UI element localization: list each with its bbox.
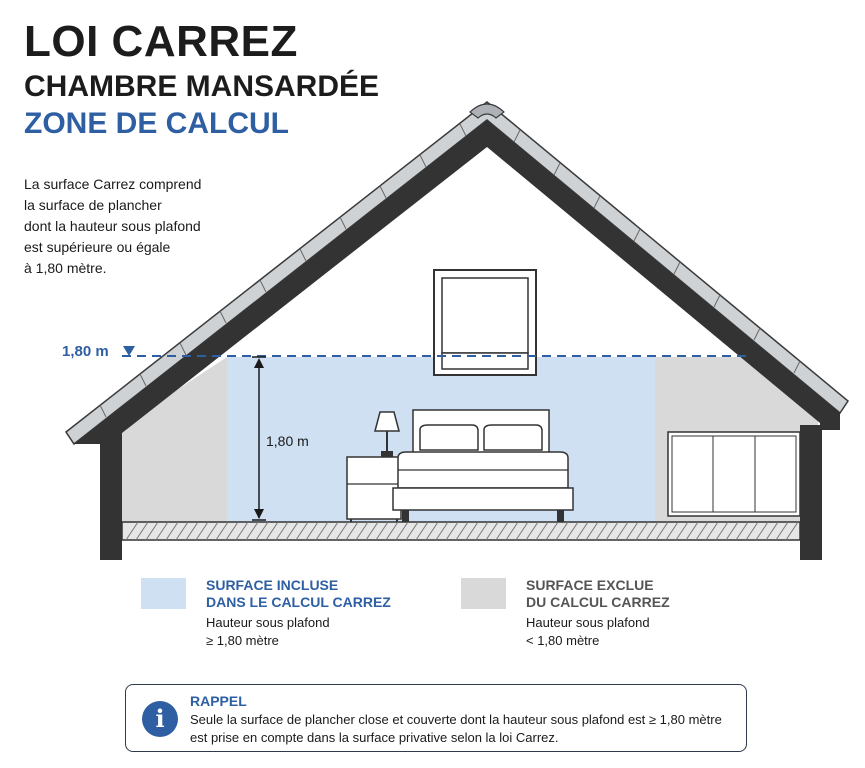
intro-line: dont la hauteur sous plafond [24, 218, 201, 234]
height-label: 1,80 m [266, 433, 309, 449]
info-icon: i [142, 701, 178, 737]
included-swatch [141, 578, 186, 609]
excluded-desc [526, 614, 650, 650]
included-desc-line: ≥ 1,80 mètre [206, 633, 279, 648]
included-desc-line: Hauteur sous plafond [206, 615, 330, 630]
bed [393, 410, 573, 522]
callout-line: est prise en compte dans la surface privative selon la loi Carrez. [190, 730, 559, 745]
excluded-title [526, 577, 670, 611]
level-label: 1,80 m [62, 343, 109, 360]
included-desc [206, 614, 330, 650]
excluded-title-line: DU CALCUL CARREZ [526, 594, 670, 610]
level-marker-icon [123, 346, 135, 356]
reminder-callout [125, 684, 747, 752]
excluded-desc-line: Hauteur sous plafond [526, 615, 650, 630]
callout-line: Seule la surface de plancher close et couverte dont la hauteur sous plafond est ≥ 1,80 mètre [190, 712, 722, 727]
included-title-line: DANS LE CALCUL CARREZ [206, 594, 391, 610]
page-subtitle: CHAMBRE MANSARDÉE [24, 70, 380, 103]
callout-text [190, 711, 740, 747]
excluded-desc-line: < 1,80 mètre [526, 633, 600, 648]
excluded-title-line: SURFACE EXCLUE [526, 577, 654, 593]
intro-line: est supérieure ou égale [24, 239, 171, 255]
intro-line: la surface de plancher [24, 197, 162, 213]
included-title [206, 577, 391, 611]
wardrobe [668, 432, 800, 516]
intro-line: La surface Carrez comprend [24, 176, 202, 192]
excluded-swatch [461, 578, 506, 609]
included-title-line: SURFACE INCLUSE [206, 577, 339, 593]
page-subtitle-accent: ZONE DE CALCUL [24, 107, 289, 140]
right-wall [800, 425, 822, 560]
page-title: LOI CARREZ [24, 17, 298, 66]
intro-line: à 1,80 mètre. [24, 260, 107, 276]
skylight-window [434, 270, 536, 375]
left-wall [100, 430, 122, 560]
callout-title: RAPPEL [190, 693, 247, 709]
